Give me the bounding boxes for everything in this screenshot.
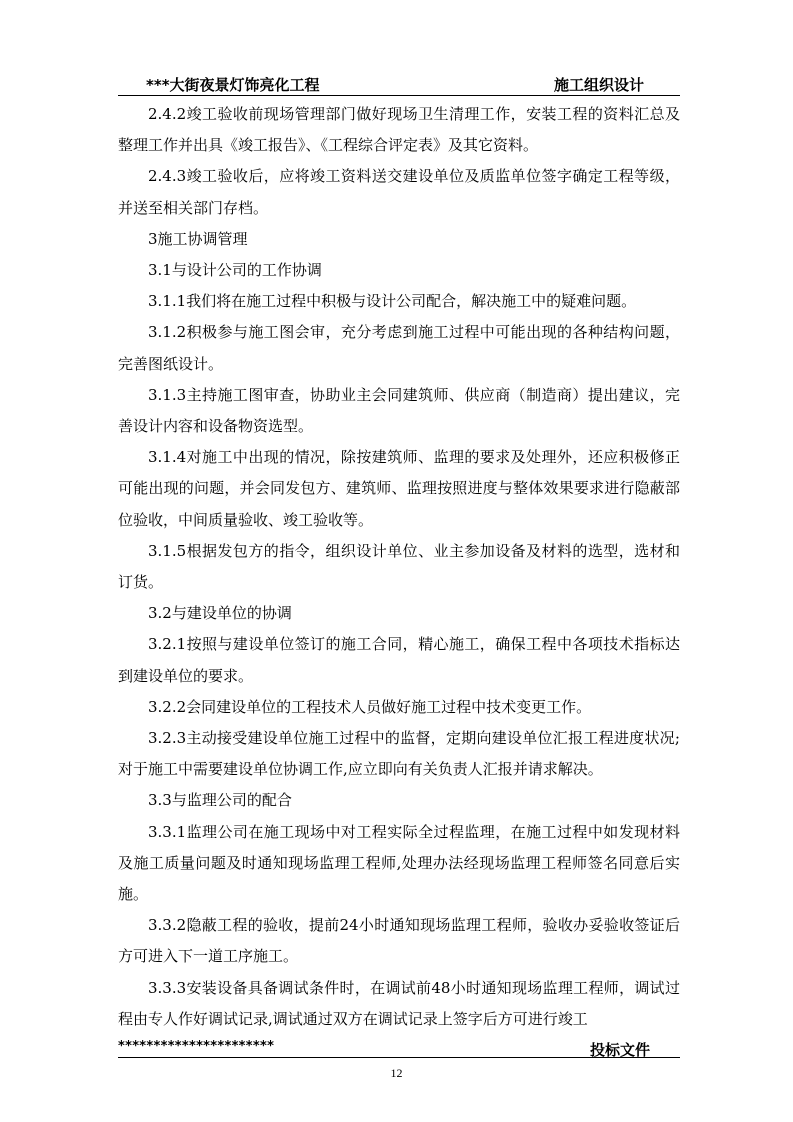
section-heading-3: 3施工协调管理 bbox=[148, 229, 248, 248]
paragraph-3-3-1: 3.3.1监理公司在施工现场中对工程实际全过程监理，在施工过程中如发现材料及施工质量问题及时通知现场监理工程师,处理办法经现场监理工程师签名同意后实施。 bbox=[118, 822, 680, 904]
page-footer bbox=[118, 1039, 680, 1058]
footer-stars: ********************** bbox=[118, 1039, 275, 1054]
subsection-heading-3-1: 3.1与设计公司的工作协调 bbox=[148, 261, 322, 280]
page-number: 12 bbox=[390, 1066, 403, 1080]
footer-label: 投标文件 bbox=[589, 1041, 650, 1059]
paragraph-3-3-3: 3.3.3安装设备具备调试条件时，在调试前48小时通知现场监理工程师，调试过程由专人作好调试记录,调试通过双方在调试记录上签字后方可进行竣工 bbox=[118, 978, 680, 1028]
paragraph-3-2-2: 3.2.2会同建设单位的工程技术人员做好施工过程中技术变更工作。 bbox=[148, 697, 592, 716]
header-document-type: 施工组织设计 bbox=[553, 76, 644, 94]
paragraph-3-2-3: 3.2.3主动接受建设单位施工过程中的监督，定期向建设单位汇报工程进度状况;对于施工中需要建设单位协调工作,应立即向有关负责人汇报并请求解决。 bbox=[118, 729, 680, 779]
paragraph-3-1-4: 3.1.4对施工中出现的情况，除按建筑师、监理的要求及处理外，还应积极修正可能出现的问题，并会同发包方、建筑师、监理按照进度与整体效果要求进行隐蔽部位验收，中间质量验收、竣工验收等。 bbox=[118, 448, 680, 529]
page-header bbox=[118, 74, 680, 96]
paragraph-3-2-1: 3.2.1按照与建设单位签订的施工合同，精心施工，确保工程中各项技术指标达到建设单位的要求。 bbox=[118, 635, 680, 685]
paragraph-3-1-2: 3.1.2积极参与施工图会审，充分考虑到施工过程中可能出现的各种结构问题，完善图纸设计。 bbox=[118, 323, 680, 373]
paragraph-2-4-2: 2.4.2竣工验收前现场管理部门做好现场卫生清理工作，安装工程的资料汇总及整理工作并出具《竣工报告》、《工程综合评定表》及其它资料。 bbox=[118, 105, 680, 155]
body-text bbox=[118, 99, 680, 1035]
paragraph-3-1-5: 3.1.5根据发包方的指令，组织设计单位、业主参加设备及材料的选型，选材和订货。 bbox=[118, 541, 680, 592]
paragraph-3-1-1: 3.1.1我们将在施工过程中积极与设计公司配合，解决施工中的疑难问题。 bbox=[148, 292, 637, 311]
subsection-heading-3-3: 3.3与监理公司的配合 bbox=[148, 791, 292, 810]
paragraph-3-3-2: 3.3.2隐蔽工程的验收，提前24小时通知现场监理工程师，验收办妥验收签证后方可进入下一道工序施工。 bbox=[118, 916, 680, 966]
subsection-heading-3-2: 3.2与建设单位的协调 bbox=[148, 604, 292, 623]
paragraph-2-4-3: 2.4.3竣工验收后，应将竣工资料送交建设单位及质监单位签字确定工程等级，并送至相关部门存档。 bbox=[118, 167, 680, 217]
header-project-title: ***大街夜景灯饰亮化工程 bbox=[146, 76, 320, 94]
paragraph-3-1-3: 3.1.3主持施工图审查，协助业主会同建筑师、供应商（制造商）提出建议，完善设计内容和设备物资选型。 bbox=[118, 385, 680, 436]
